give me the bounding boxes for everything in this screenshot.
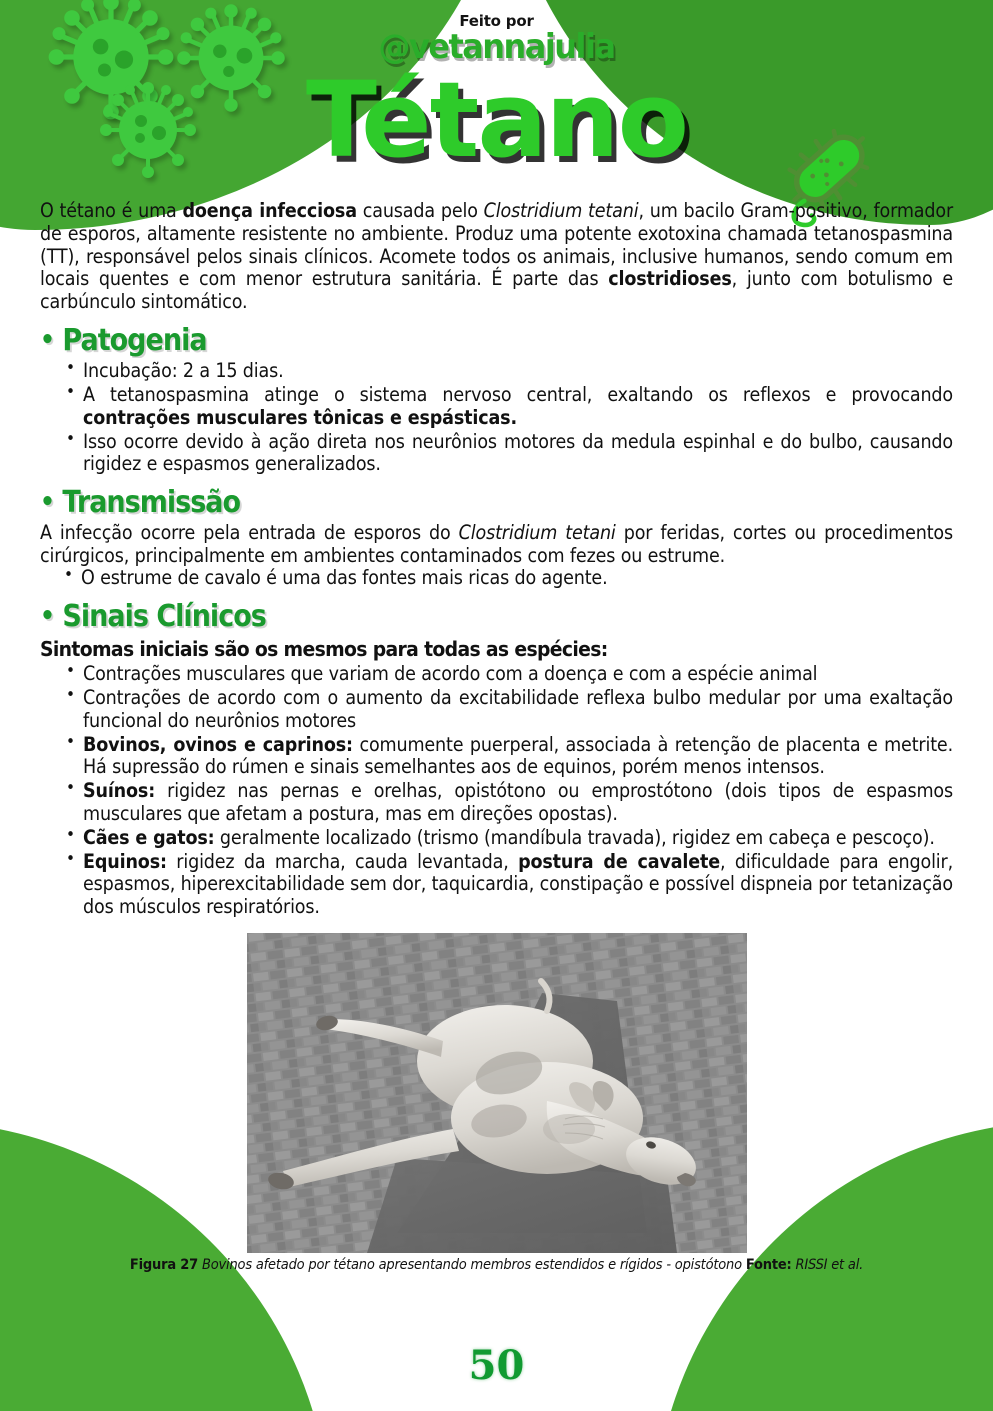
page-header: [0, 0, 993, 181]
intro-bold-1: doença infecciosa: [182, 199, 357, 222]
list-item-lead: Suínos:: [83, 779, 156, 803]
list-item-text: Incubação: 2 a 15 dias.: [83, 359, 284, 383]
section-heading-label: Sinais Clínicos: [62, 599, 266, 635]
section-bullet-icon: •: [40, 325, 54, 356]
credit-label: Feito por: [459, 12, 534, 30]
list-item-text: A tetanospasmina atinge o sistema nervoso central, exaltando os reflexos e provocando: [83, 382, 953, 406]
section-bullet-icon: •: [40, 601, 54, 632]
list-item-lead: Cães e gatos:: [83, 825, 215, 849]
section-bullet-icon: •: [40, 487, 54, 518]
list-item: [66, 663, 953, 686]
list-item: [66, 384, 953, 430]
figure-caption-body: Bovinos afetado por tétano apresentando membros estendidos e rígidos - opistótono: [198, 1257, 746, 1274]
list-item: [66, 431, 953, 477]
figure-caption-source-label: Fonte:: [745, 1257, 792, 1274]
sinais-clinicos-subheading: Sintomas iniciais são os mesmos para todas as espécies:: [40, 637, 608, 662]
list-item-bold-mid: postura de cavalete: [518, 849, 721, 873]
list-item: [66, 780, 953, 826]
list-item-text: rigidez nas pernas e orelhas, opistótono ou emprostótono (dois tipos de espasmos musculares que afetam a postura, mas em direções opostas).: [83, 779, 953, 826]
document-content: [40, 172, 953, 1273]
list-item: [66, 827, 953, 850]
list-item-lead: Equinos:: [83, 849, 167, 873]
list-item: [66, 360, 953, 383]
section-heading-sinais-clinicos: [40, 599, 862, 634]
list-item: [64, 567, 953, 590]
list-item-text: geralmente localizado (trismo (mandíbula travada), rigidez em cabeça e pescoço).: [214, 825, 935, 849]
figure-caption: [40, 1257, 953, 1273]
intro-paragraph: [40, 200, 953, 314]
transmissao-text-2: por feridas, cortes ou procedimentos cirúrgicos, principalmente em ambientes contaminados com fezes ou estrume.: [40, 521, 953, 567]
list-item-text-a: rigidez da marcha, cauda levantada,: [166, 849, 519, 873]
list-item: [66, 734, 953, 780]
list-item-text: Contrações musculares que variam de acordo com a doença e com a espécie animal: [83, 662, 818, 686]
intro-italic-1: Clostridium tetani: [483, 199, 639, 222]
transmissao-paragraph: [40, 522, 953, 567]
transmissao-text-1: A infecção ocorre pela entrada de esporos do: [40, 521, 459, 545]
list-item-text-b: , dificuldade para engolir, espasmos, hiperexcitabilidade sem dor, taquicardia, constipação e possível dispneia por tetanização dos músculos respiratórios.: [83, 849, 954, 919]
list-item: [66, 851, 953, 919]
list-item-text: Isso ocorre devido à ação direta nos neurônios motores da medula espinhal e do bulbo, causando rigidez e espasmos generalizados.: [83, 429, 953, 476]
sinais-clinicos-list: [40, 663, 953, 919]
figure-block: [40, 933, 953, 1273]
intro-text-1: O tétano é uma: [40, 199, 183, 222]
transmissao-italic-1: Clostridium tetani: [458, 521, 616, 545]
list-item-text: O estrume de cavalo é uma das fontes mais ricas do agente.: [81, 566, 608, 590]
list-item: [66, 687, 953, 733]
intro-text-3: , um bacilo Gram-positivo, formador de esporos, altamente resistente no ambiente. Produz uma potente exotoxina chamada tetanospasmina (TT), responsável pelos sinais clínicos. Acomete todos os animais, inclusive humanos, sendo comum em locais quentes e com menor estrutura sanitária. É parte das: [40, 199, 953, 291]
figure-caption-source: RISSI et al.: [791, 1257, 864, 1274]
figure-photo-bovine-tetanus: [247, 933, 747, 1253]
list-item-lead: Bovinos, ovinos e caprinos:: [83, 732, 353, 756]
transmissao-list: [40, 567, 953, 590]
intro-text-4: , junto com botulismo e carbúnculo sintomático.: [40, 267, 953, 314]
list-item-bold: contrações musculares tônicas e espásticas.: [83, 405, 517, 429]
page-title: Tétano: [305, 59, 688, 181]
list-item-text: comumente puerperal, associada à retenção de placenta e metrite. Há supressão do rúmen e sinais semelhantes aos de equinos, porém menos intensos.: [83, 732, 954, 779]
author-handle: @vetannajulia: [378, 27, 615, 67]
section-heading-label: Transmissão: [62, 485, 241, 521]
intro-text-2: causada pelo: [356, 199, 484, 222]
page-number: 50: [468, 1342, 525, 1389]
section-heading-patogenia: [40, 323, 862, 358]
section-heading-label: Patogenia: [62, 323, 207, 359]
figure-photo-graphic: [247, 933, 747, 1253]
patogenia-list: [40, 360, 953, 476]
section-heading-transmissao: [40, 485, 862, 520]
intro-bold-2: clostridioses: [608, 267, 732, 291]
list-item-text: Contrações de acordo com o aumento da excitabilidade reflexa bulbo medular por uma exaltação funcional do neurônios motores: [83, 685, 953, 732]
figure-caption-lead: Figura 27: [129, 1257, 199, 1274]
